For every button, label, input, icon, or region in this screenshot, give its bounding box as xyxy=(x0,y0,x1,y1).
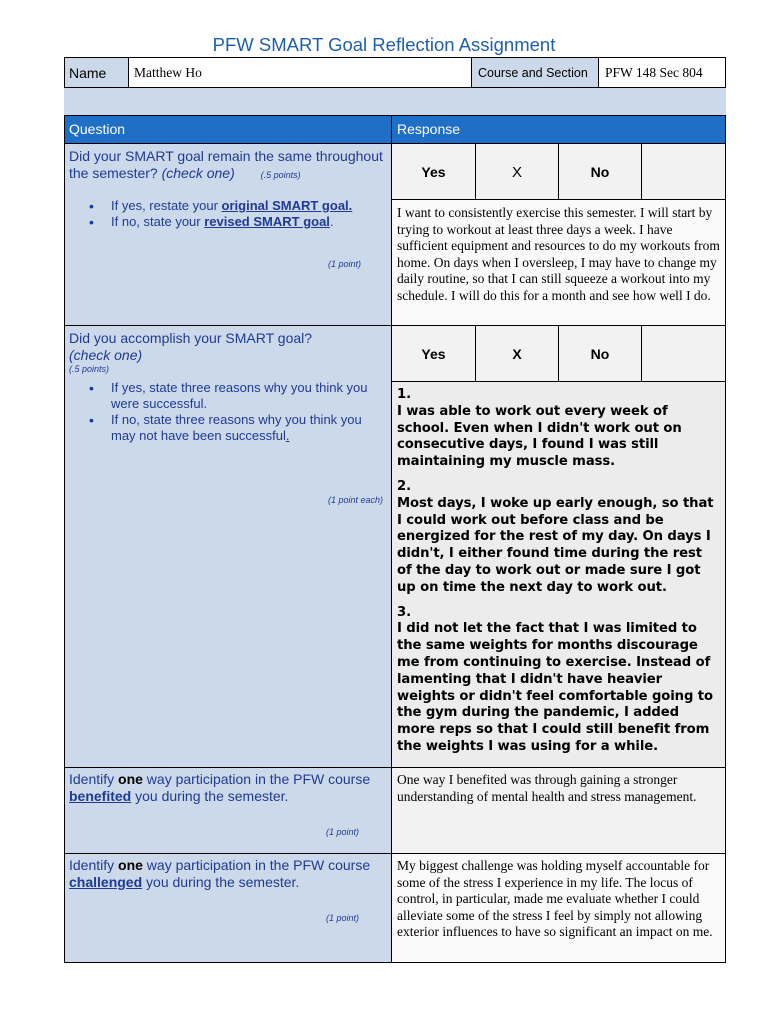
question-2-response[interactable] xyxy=(392,381,725,767)
question-1-points: (.5 points) xyxy=(260,170,301,180)
revised-goal-link: revised SMART goal xyxy=(204,214,330,229)
question-text: way participation in the PFW course xyxy=(142,857,371,873)
question-3-cell xyxy=(65,767,392,853)
original-goal-link: original SMART goal. xyxy=(221,198,353,213)
no-label: No xyxy=(559,144,642,200)
benefited-link: benefited xyxy=(69,788,132,804)
question-4-points: (1 point) xyxy=(325,913,359,923)
reflection-table xyxy=(64,115,726,963)
reason-2-text: Most days, I woke up early enough, so that I could work out before class and be energized for the rest of my day. On days I didn't, I either found time during the rest of the day to work out or made sure I got up on time the next day to work out. xyxy=(397,495,714,595)
question-1-response[interactable] xyxy=(392,199,725,325)
yes-checkbox[interactable]: X xyxy=(476,326,559,382)
header-row xyxy=(64,57,726,88)
response-header: Response xyxy=(392,116,725,143)
question-3-text xyxy=(65,768,391,805)
question-1-bullet-no xyxy=(89,214,391,230)
reason-3 xyxy=(392,602,725,761)
course-label: Course and Section xyxy=(472,58,599,87)
question-2-text xyxy=(65,326,391,375)
question-1-check: (check one) xyxy=(161,165,235,181)
question-text: you during the semester. xyxy=(131,788,289,804)
question-2-bullet-yes: • If yes, state three reasons why you think you were successful. xyxy=(89,380,371,412)
question-text: Identify xyxy=(69,857,119,873)
question-3-points: (1 point) xyxy=(325,827,359,837)
question-3-response[interactable] xyxy=(392,767,725,853)
reason-1 xyxy=(392,382,725,476)
question-4-cell xyxy=(65,853,392,962)
question-text: Identify xyxy=(69,771,119,787)
question-2-cell xyxy=(65,325,392,767)
bullet-text: . xyxy=(329,214,334,229)
reason-2-number: 2. xyxy=(397,478,411,494)
question-4-response-text: My biggest challenge was holding myself accountable for some of the stress I experience in my life. The locus of control, in particular, made me evaluate whether I could alleviate some of the stress I feel by simply not allowing exterior influences to have so significant an impact on me. xyxy=(397,858,713,940)
reason-3-number: 3. xyxy=(397,604,411,620)
question-4-response[interactable] xyxy=(392,853,725,962)
reason-1-number: 1. xyxy=(397,387,411,402)
question-header: Question xyxy=(65,116,392,143)
question-1-bullets xyxy=(65,198,391,230)
question-1-response-text: I want to consistently exercise this semester. I will start by trying to workout at least three days a week. I have sufficient equipment and resources to do my workouts from home. On days when I oversleep, I may have to change my daily routine, so that I can still squeeze a workout into my schedule. I will do this for a month and see how well I do. xyxy=(397,205,720,303)
question-2-check: (check one) xyxy=(69,347,143,363)
bullet-text: If no, state your xyxy=(111,214,205,229)
question-text: you during the semester. xyxy=(142,874,300,890)
question-2-checkboxes xyxy=(392,325,725,381)
course-field[interactable]: PFW 148 Sec 804 xyxy=(605,64,703,80)
question-emphasis: one xyxy=(118,857,143,873)
page-title: PFW SMART Goal Reflection Assignment xyxy=(212,34,556,55)
question-emphasis: one xyxy=(118,771,143,787)
question-2-points-2: (1 point each) xyxy=(327,495,383,505)
bullet-text: If yes, restate your xyxy=(111,198,222,213)
no-checkbox[interactable] xyxy=(642,144,725,200)
name-label: Name xyxy=(65,58,129,87)
question-1-cell xyxy=(65,143,392,325)
reason-1-text: I was able to work out every week of school. Even when I didn't work out on consecutive days, I found I was still maintaining my muscle mass. xyxy=(397,403,682,470)
bullet-text: If no, state three reasons why you think you may not have been successful xyxy=(111,412,362,443)
no-checkbox[interactable] xyxy=(642,326,725,382)
name-field[interactable]: Matthew Ho xyxy=(129,58,472,87)
question-1-points-2: (1 point) xyxy=(327,259,361,269)
challenged-link: challenged xyxy=(69,874,143,890)
bullet-text: . xyxy=(285,428,290,443)
yes-label: Yes xyxy=(392,326,476,382)
question-2-points: (.5 points) xyxy=(69,364,110,374)
question-4-text xyxy=(65,854,391,891)
no-label: No xyxy=(559,326,642,382)
question-1-checkboxes xyxy=(392,143,725,199)
question-1-main: Did your SMART goal remain the same throughout the semester? xyxy=(69,148,383,181)
question-1-text xyxy=(65,144,391,184)
reason-2 xyxy=(392,476,725,602)
question-2-bullet-no xyxy=(89,412,371,444)
question-3-response-text: One way I benefited was through gaining a stronger understanding of mental health and stress management. xyxy=(397,772,697,804)
reason-3-text: I did not let the fact that I was limited to the same weights for months discourage me from continuing to exercise. Instead of lamenting that I didn't have heavier weights or didn't feel comfortable going to the gym during the pandemic, I added more reps so that I could still benefit from the weights I was using for a while. xyxy=(397,621,713,754)
question-2-main: Did you accomplish your SMART goal? xyxy=(69,330,313,346)
question-2-bullets xyxy=(65,380,391,444)
question-1-bullet-yes xyxy=(89,198,391,214)
yes-checkbox[interactable]: X xyxy=(476,144,559,200)
yes-label: Yes xyxy=(392,144,476,200)
question-text: way participation in the PFW course xyxy=(142,771,371,787)
header-band xyxy=(64,88,726,115)
